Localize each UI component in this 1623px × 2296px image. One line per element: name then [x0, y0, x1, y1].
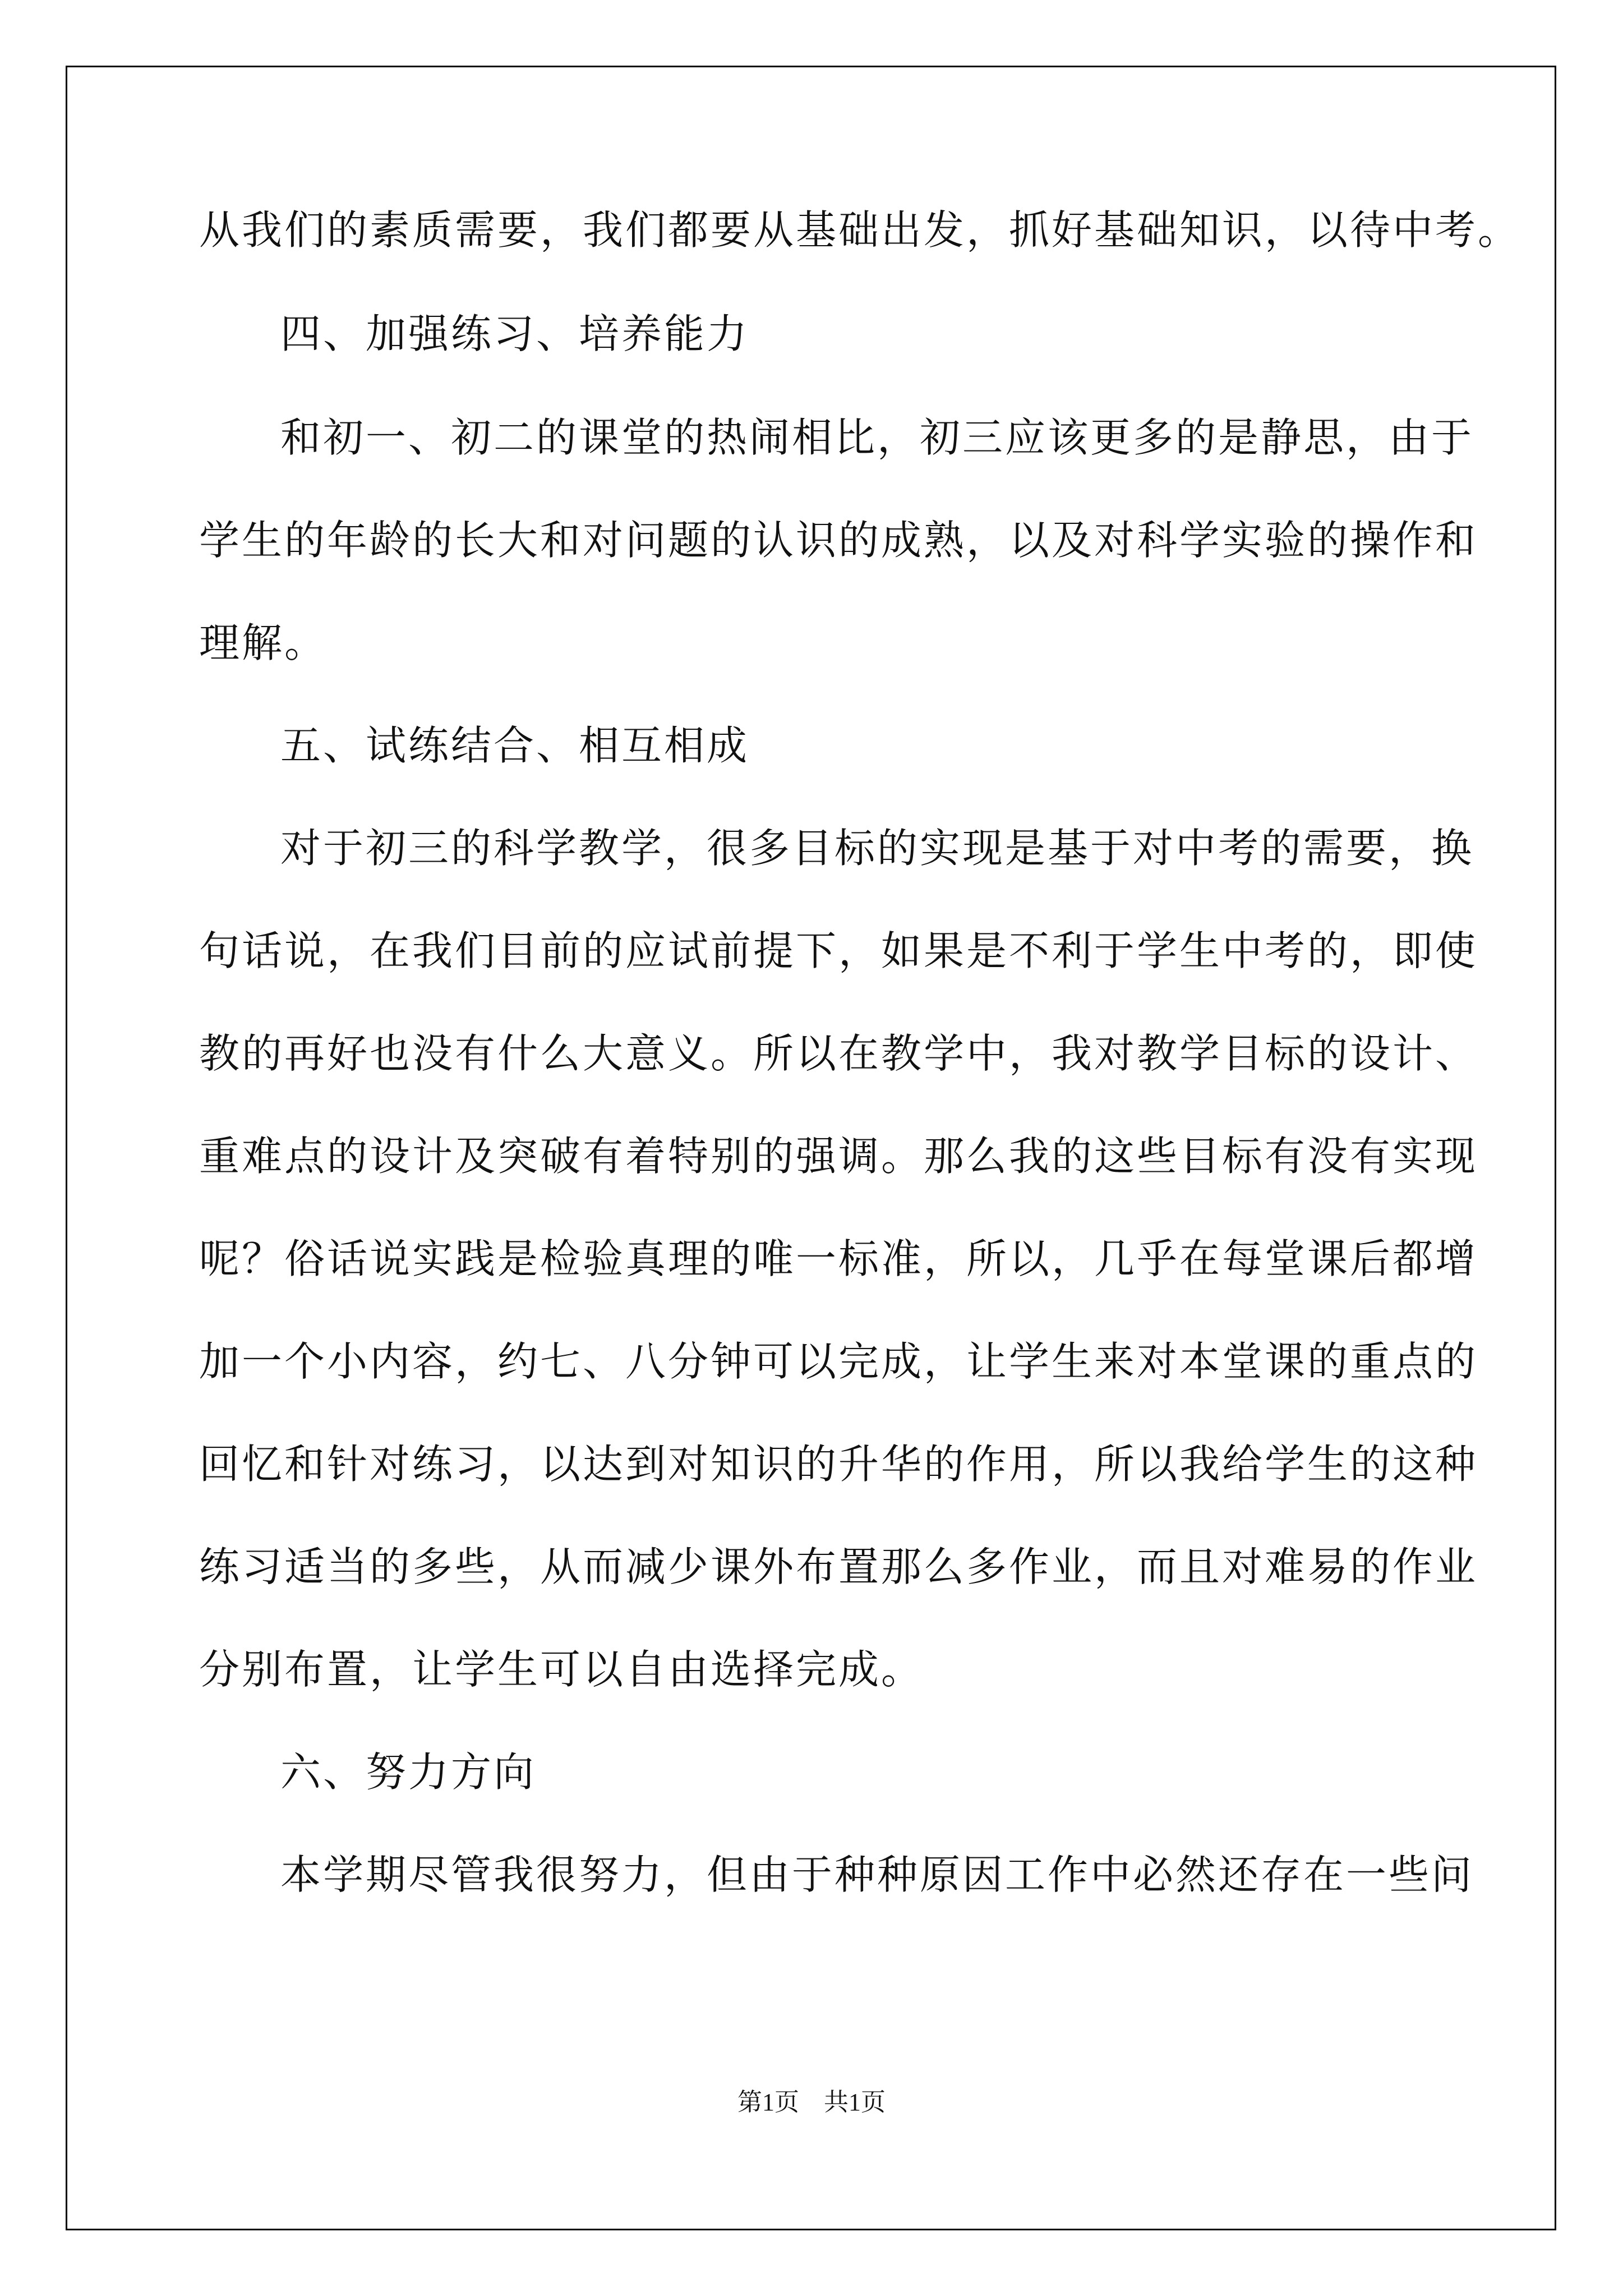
text-line: 练习适当的多些，从而减少课外布置那么多作业，而且对难易的作业 — [199, 1543, 1478, 1590]
text-line: 理解。 — [199, 619, 328, 666]
text-line: 从我们的素质需要，我们都要从基础出发，抓好基础知识，以待中考。 — [199, 206, 1521, 254]
text-line: 分别布置，让学生可以自由选择完成。 — [199, 1646, 924, 1693]
page-footer: 第1页 共1页 — [737, 2088, 886, 2116]
section-heading: 四、加强练习、培养能力 — [280, 310, 750, 357]
section-heading: 五、试练结合、相互相成 — [280, 722, 750, 769]
text-line: 句话说，在我们目前的应试前提下，如果是不利于学生中考的，即使 — [199, 927, 1478, 974]
text-line: 本学期尽管我很努力，但由于种种原因工作中必然还存在一些问 — [280, 1851, 1474, 1898]
text-line: 重难点的设计及突破有着特别的强调。那么我的这些目标有没有实现 — [199, 1133, 1478, 1180]
section-heading: 六、努力方向 — [280, 1749, 537, 1796]
text-line: 加一个小内容，约七、八分钟可以完成，让学生来对本堂课的重点的 — [199, 1338, 1478, 1385]
text-line: 学生的年龄的长大和对问题的认识的成熟，以及对科学实验的操作和 — [199, 517, 1478, 564]
text-line: 回忆和针对练习，以达到对知识的升华的作用，所以我给学生的这种 — [199, 1441, 1478, 1488]
text-line: 和初一、初二的课堂的热闹相比，初三应该更多的是静思，由于 — [280, 414, 1474, 461]
text-line: 呢？俗话说实践是检验真理的唯一标准，所以，几乎在每堂课后都增 — [199, 1235, 1478, 1282]
text-line: 对于初三的科学教学，很多目标的实现是基于对中考的需要，换 — [280, 825, 1474, 872]
text-line: 教的再好也没有什么大意义。所以在教学中，我对教学目标的设计、 — [199, 1030, 1478, 1077]
